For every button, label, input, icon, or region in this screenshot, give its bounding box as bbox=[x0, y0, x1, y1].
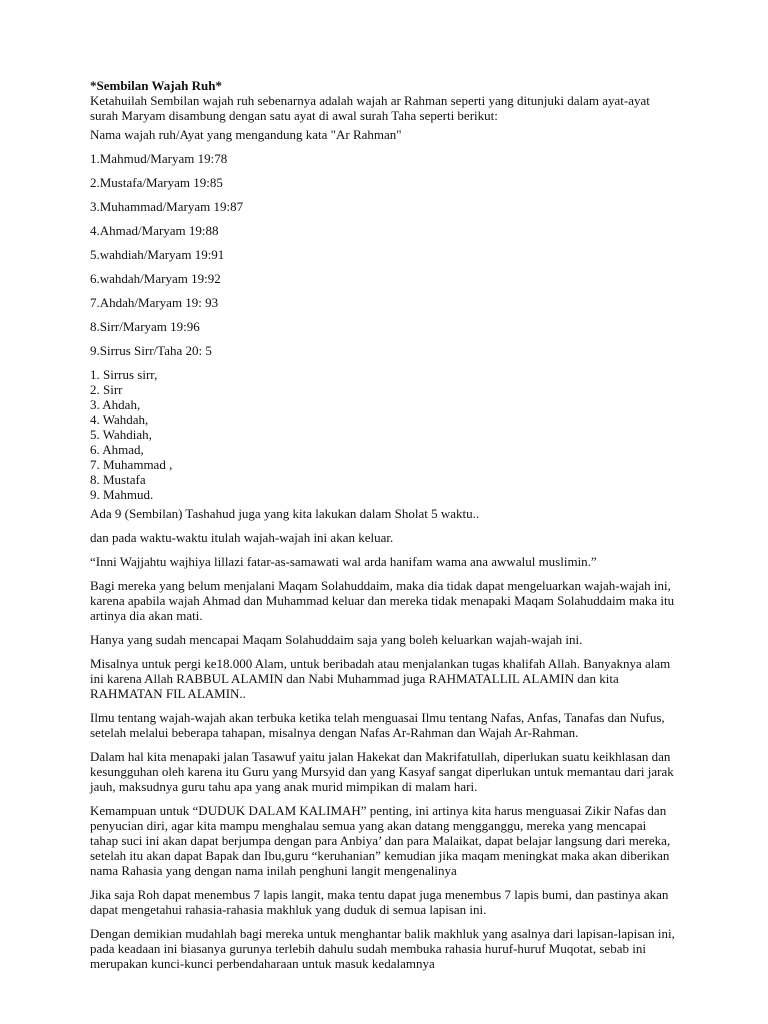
ayat-item: 5.wahdiah/Maryam 19:91 bbox=[90, 247, 225, 262]
ayat-item: 8.Sirr/Maryam 19:96 bbox=[90, 319, 200, 334]
ayat-item: 1.Mahmud/Maryam 19:78 bbox=[90, 151, 228, 166]
ayat-item: 3.Muhammad/Maryam 19:87 bbox=[90, 199, 244, 214]
intro-paragraph: Ketahuilah Sembilan wajah ruh sebenarnya adalah wajah ar Rahman seperti yang ditunjuki dalam ayat-ayat surah Maryam disambung dengan satu ayat di awal surah Taha seperti berikut: bbox=[90, 93, 650, 123]
tashahud-item: 2. Sirr bbox=[90, 382, 123, 397]
body-paragraph: Hanya yang sudah mencapai Maqam Solahuddaim saja yang boleh keluarkan wajah-wajah ini. bbox=[90, 632, 583, 647]
body-paragraph: Ilmu tentang wajah-wajah akan terbuka ketika telah menguasai Ilmu tentang Nafas, Anfas, Tanafas dan Nufus, setelah melalui beberapa tahapan, misalnya dengan Nafas Ar-Rahman dan Wajah Ar-Rahman. bbox=[90, 710, 665, 740]
body-paragraph: Kemampuan untuk “DUDUK DALAM KALIMAH” penting, ini artinya kita harus menguasai Zikir Nafas dan penyucian diri, agar kita mampu menghalau semua yang akan datang mengganggu, mereka yang mencapai tahap suci ini akan dapat berjumpa dengan para Anbiya’ dan para Malaikat, dapat belajar langsung dari mereka, setelah itu akan dapat Bapak dan Ibu,guru “keruhanian” kemudian jika maqam meningkat maka akan diberikan nama Rahasia yang dengan nama inilah penghuni langit mengenalinya bbox=[90, 803, 671, 878]
body-paragraph: Jika saja Roh dapat menembus 7 lapis langit, maka tentu dapat juga menembus 7 lapis bumi, dan pastinya akan dapat mengetahui rahasia-rahasia makhluk yang duduk di semua lapisan ini. bbox=[90, 887, 669, 917]
document-title: *Sembilan Wajah Ruh* bbox=[90, 78, 222, 93]
tashahud-item: 8. Mustafa bbox=[90, 472, 146, 487]
tashahud-item: 3. Ahdah, bbox=[90, 397, 141, 412]
ayat-item: 4.Ahmad/Maryam 19:88 bbox=[90, 223, 219, 238]
ayat-item: 7.Ahdah/Maryam 19: 93 bbox=[90, 295, 219, 310]
ayat-item: 6.wahdah/Maryam 19:92 bbox=[90, 271, 221, 286]
body-paragraph: Misalnya untuk pergi ke18.000 Alam, untuk beribadah atau menjalankan tugas khalifah Allah. Banyaknya alam ini karena Allah RABBUL ALAMIN dan Nabi Muhammad juga RAHMATALLIL ALAMIN dan kita RAHMATAN FIL ALAMIN.. bbox=[90, 656, 671, 701]
ayat-item: 9.Sirrus Sirr/Taha 20: 5 bbox=[90, 343, 212, 358]
ayat-item: 2.Mustafa/Maryam 19:85 bbox=[90, 175, 223, 190]
list-heading: Nama wajah ruh/Ayat yang mengandung kata "Ar Rahman" bbox=[90, 127, 402, 142]
document-body bbox=[90, 78, 675, 980]
tashahud-item: 4. Wahdah, bbox=[90, 412, 149, 427]
body-paragraph: dan pada waktu-waktu itulah wajah-wajah ini akan keluar. bbox=[90, 530, 394, 545]
body-paragraph: Bagi mereka yang belum menjalani Maqam Solahuddaim, maka dia tidak dapat mengeluarkan wajah-wajah ini, karena apabila wajah Ahmad dan Muhammad keluar dan mereka tidak menapaki Maqam Solahuddaim maka itu artinya dia akan mati. bbox=[90, 578, 675, 623]
body-paragraph: Dengan demikian mudahlah bagi mereka untuk menghantar balik makhluk yang asalnya dari lapisan-lapisan ini, pada keadaan ini biasanya gurunya terlebih dahulu sudah membuka rahasia huruf-huruf Muqotat, sebab ini merupakan kunci-kunci perbendaharaan untuk masuk kedalamnya bbox=[90, 926, 675, 971]
quote-paragraph: “Inni Wajjahtu wajhiya lillazi fatar-as-samawati wal arda hanifam wama ana awwalul muslimin.” bbox=[90, 554, 597, 569]
tashahud-list bbox=[90, 367, 675, 502]
tashahud-item: 1. Sirrus sirr, bbox=[90, 367, 158, 382]
tashahud-item: 9. Mahmud. bbox=[90, 487, 154, 502]
tashahud-item: 5. Wahdiah, bbox=[90, 427, 152, 442]
tashahud-item: 7. Muhammad , bbox=[90, 457, 173, 472]
body-paragraph: Dalam hal kita menapaki jalan Tasawuf yaitu jalan Hakekat dan Makrifatullah, diperlukan suatu keikhlasan dan kesungguhan oleh karena itu Guru yang Mursyid dan yang Kasyaf sangat diperlukan untuk memantau dari jarak jauh, maksudnya guru tahu apa yang anak murid mimpikan di malam hari. bbox=[90, 749, 674, 794]
ayat-list bbox=[90, 151, 675, 358]
tashahud-item: 6. Ahmad, bbox=[90, 442, 144, 457]
body-paragraph: Ada 9 (Sembilan) Tashahud juga yang kita lakukan dalam Sholat 5 waktu.. bbox=[90, 506, 480, 521]
